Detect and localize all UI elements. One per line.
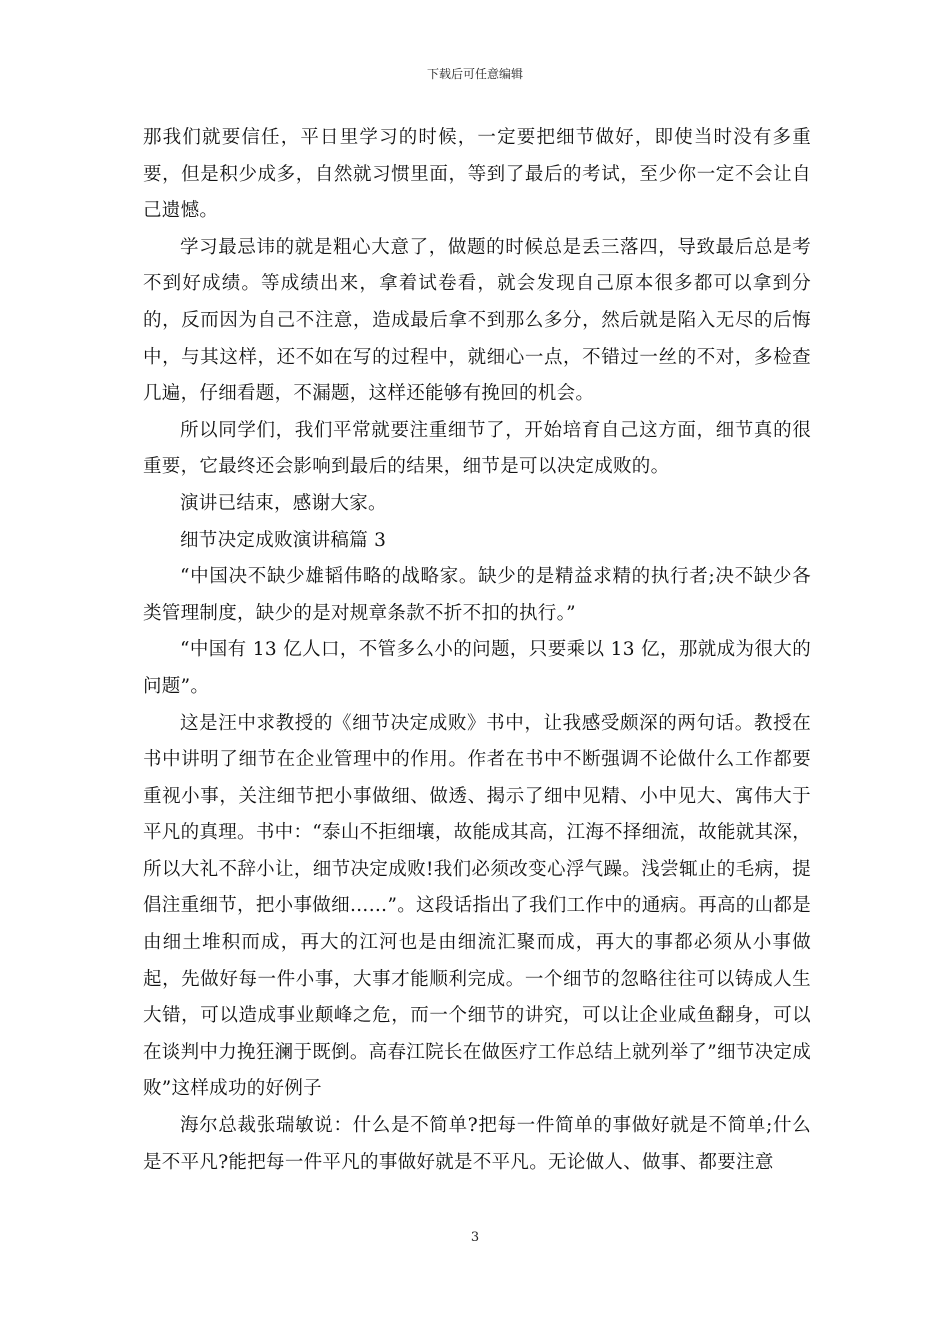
paragraph-1: 那我们就要信任，平日里学习的时候，一定要把细节做好，即使当时没有多重要，但是积少成多，自然就习惯里面，等到了最后的考试，至少你一定不会让自己遗憾。 (143, 127, 811, 222)
paragraph-7: 这是汪中求教授的《细节决定成败》书中，让我感受颇深的两句话。教授在书中讲明了细节在企业管理中的作用。作者在书中不断强调不论做什么工作都要重视小事，关注细节把小事做细、做透、揭示了细中见精、小中见大、寓伟大于平凡的真理。书中：“泰山不拒细壤，故能成其高，江海不择细流，故能就其深，所以大礼不辞小让，细节决定成败!我们必须改变心浮气躁。浅尝辄止的毛病，提倡注重细节，把小事做细……”。这段话指出了我们工作中的通病。再高的山都是由细土堆积而成，再大的江河也是由细流汇聚而成，再大的事都必须从小事做起，先做好每一件小事，大事才能顺利完成。一个细节的忽略往往可以铸成人生大错，可以造成事业颠峰之危，而一个细节的讲究，可以让企业咸鱼翻身，可以在谈判中力挽狂澜于既倒。高春江院长在做医疗工作总结上就列举了”细节决定成败”这样成功的好例子 (143, 712, 811, 1100)
section-heading: 细节决定成败演讲稿篇 3 (180, 529, 387, 551)
paragraph-3: 所以同学们，我们平常就要注重细节了，开始培育自己这方面，细节真的很重要，它最终还会影响到最后的结果，细节是可以决定成败的。 (143, 419, 811, 478)
document-body (143, 120, 811, 1181)
paragraph-quote-2: “中国有 13 亿人口，不管多么小的问题，只要乘以 13 亿，那就成为很大的问题”。 (143, 639, 811, 697)
paragraph-quote-1: “中国决不缺少雄韬伟略的战略家。缺少的是精益求精的执行者;决不缺少各类管理制度，缺少的是对规章条款不折不扣的执行。” (143, 566, 811, 624)
paragraph-2: 学习最忌讳的就是粗心大意了，做题的时候总是丢三落四，导致最后总是考不到好成绩。等成绩出来，拿着试卷看，就会发现自己原本很多都可以拿到分的，反而因为自己不注意，造成最后拿不到那么多分，然后就是陷入无尽的后悔中，与其这样，还不如在写的过程中，就细心一点，不错过一丝的不对，多检查几遍，仔细看题，不漏题，这样还能够有挽回的机会。 (143, 236, 811, 405)
page-number: 3 (470, 1230, 480, 1245)
paragraph-8: 海尔总裁张瑞敏说：什么是不简单?把每一件简单的事做好就是不简单;什么是不平凡?能把每一件平凡的事做好就是不平凡。无论做人、做事、都要注意 (143, 1115, 811, 1173)
page-header: 下载后可任意编辑 (426, 67, 523, 81)
paragraph-4: 演讲已结束，感谢大家。 (180, 492, 387, 514)
